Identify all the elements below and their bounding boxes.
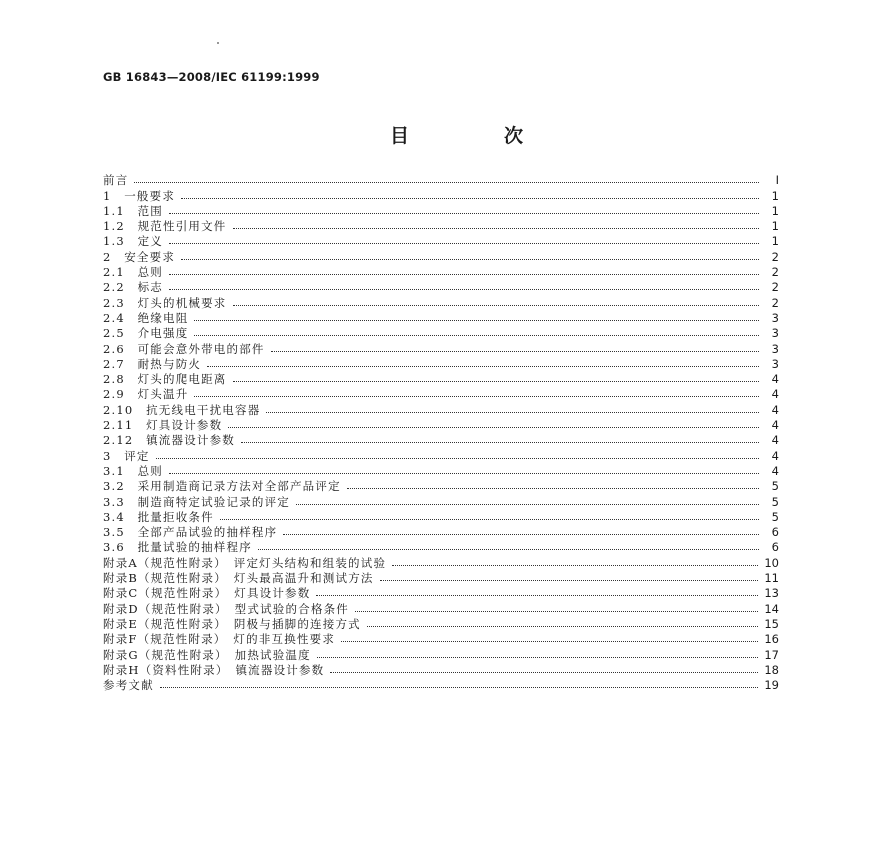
dot-leader	[194, 395, 759, 397]
toc-entry[interactable]	[103, 478, 779, 493]
toc-entry[interactable]	[103, 447, 779, 462]
toc-entry[interactable]	[103, 509, 779, 524]
toc-entry-title: 2.2 标志	[103, 280, 163, 295]
toc-entry-title: 3.1 总则	[103, 463, 163, 478]
toc-page-number: 4	[771, 433, 779, 448]
dot-leader	[241, 441, 759, 443]
toc-page-number: 3	[771, 326, 779, 341]
toc-entry-title: 2.3 灯头的机械要求	[103, 295, 227, 310]
toc-page-number: 1	[771, 188, 779, 203]
dot-leader	[367, 625, 759, 627]
toc-page-number: 4	[771, 372, 779, 387]
toc-entry-title: 2.4 绝缘电阻	[103, 310, 189, 325]
dot-leader	[341, 640, 758, 642]
toc-entry-title: 附录C（规范性附录） 灯具设计参数	[103, 586, 311, 601]
dot-leader	[330, 671, 758, 673]
toc-entry-title: 附录B（规范性附录） 灯头最高温升和测试方法	[103, 571, 374, 586]
dot-leader	[181, 258, 759, 260]
dot-leader	[380, 579, 759, 581]
toc-entry[interactable]	[103, 539, 779, 554]
toc-page-number: 6	[771, 525, 779, 540]
toc-entry[interactable]	[103, 600, 779, 615]
toc-entry[interactable]	[103, 493, 779, 508]
toc-entry[interactable]	[103, 218, 779, 233]
dot-leader	[169, 273, 759, 275]
dot-leader	[169, 472, 759, 474]
toc-entry-title: 2.6 可能会意外带电的部件	[103, 341, 265, 356]
toc-page-number: 17	[764, 647, 779, 662]
toc-entry-title: 附录G（规范性附录） 加热试验温度	[103, 647, 311, 662]
dot-leader	[156, 457, 759, 459]
toc-entry[interactable]	[103, 172, 779, 187]
toc-entry[interactable]	[103, 631, 779, 646]
dot-leader	[220, 518, 759, 520]
toc-entry[interactable]	[103, 570, 779, 585]
toc-page-number: 4	[771, 463, 779, 478]
toc-entry[interactable]	[103, 233, 779, 248]
toc-entry[interactable]	[103, 203, 779, 218]
toc-page-number: 3	[771, 356, 779, 371]
toc-entry-title: 2.7 耐热与防火	[103, 356, 202, 371]
toc-entry[interactable]	[103, 340, 779, 355]
toc-page-number: 5	[771, 509, 779, 524]
toc-entry[interactable]	[103, 371, 779, 386]
toc-page-number: 4	[771, 402, 779, 417]
toc-entry-title: 3.6 批量试验的抽样程序	[103, 540, 252, 555]
toc-entry[interactable]	[103, 187, 779, 202]
dot-leader	[169, 242, 759, 244]
toc-page-number: 13	[764, 586, 779, 601]
toc-page-number: 5	[771, 479, 779, 494]
dot-leader	[355, 610, 758, 612]
toc-page-number: 1	[771, 203, 779, 218]
toc-page-number: 4	[771, 387, 779, 402]
toc-entry-title: 附录F（规范性附录） 灯的非互换性要求	[103, 632, 336, 647]
dot-leader	[317, 656, 759, 658]
dot-leader	[258, 548, 759, 550]
dot-leader	[207, 365, 759, 367]
dot-leader	[169, 212, 759, 214]
dot-leader	[194, 334, 759, 336]
toc-entry-title: 附录H（资料性附录） 镇流器设计参数	[103, 662, 325, 677]
toc-entry-title: 2.12 镇流器设计参数	[103, 433, 236, 448]
toc-entry-title: 3.5 全部产品试验的抽样程序	[103, 525, 278, 540]
toc-page-number: 3	[771, 310, 779, 325]
toc-page-number: 16	[764, 632, 779, 647]
toc-page-number: 2	[771, 280, 779, 295]
toc-page-number: 14	[764, 601, 779, 616]
dot-leader	[392, 564, 758, 566]
toc-entry-title: 3.4 批量拒收条件	[103, 509, 214, 524]
toc-entry[interactable]	[103, 662, 779, 677]
toc-entry-title: 2.11 灯具设计参数	[103, 418, 223, 433]
table-of-contents	[103, 172, 779, 692]
toc-entry[interactable]	[103, 279, 779, 294]
dot-leader	[271, 350, 759, 352]
toc-entry-title: 附录D（规范性附录） 型式试验的合格条件	[103, 601, 349, 616]
toc-page-number: 1	[771, 219, 779, 234]
toc-entry-title: 2.1 总则	[103, 265, 163, 280]
scan-speck	[217, 42, 219, 44]
toc-entry[interactable]	[103, 432, 779, 447]
dot-leader	[296, 503, 759, 505]
dot-leader	[134, 181, 759, 183]
toc-entry[interactable]	[103, 524, 779, 539]
toc-entry-title: 前言	[103, 173, 129, 188]
toc-entry-title: 附录E（规范性附录） 阴极与插脚的连接方式	[103, 616, 361, 631]
toc-entry-title: 2.5 介电强度	[103, 326, 189, 341]
dot-leader	[283, 533, 759, 535]
standard-number: GB 16843—2008/IEC 61199:1999	[103, 70, 320, 84]
toc-page-number: 4	[771, 448, 779, 463]
toc-page-number: 6	[771, 540, 779, 555]
toc-entry-title: 3.3 制造商特定试验记录的评定	[103, 494, 290, 509]
toc-entry[interactable]	[103, 325, 779, 340]
toc-entry[interactable]	[103, 248, 779, 263]
dot-leader	[233, 380, 760, 382]
toc-entry-title: 3.2 采用制造商记录方法对全部产品评定	[103, 479, 341, 494]
toc-entry[interactable]	[103, 646, 779, 661]
toc-entry[interactable]	[103, 356, 779, 371]
toc-page-number: 2	[771, 265, 779, 280]
toc-entry-title: 1.2 规范性引用文件	[103, 219, 227, 234]
toc-entry[interactable]	[103, 310, 779, 325]
toc-page-number: 2	[771, 249, 779, 264]
toc-entry[interactable]	[103, 417, 779, 432]
toc-entry[interactable]	[103, 294, 779, 309]
toc-page-number: 2	[771, 295, 779, 310]
toc-entry-title: 2.9 灯头温升	[103, 387, 189, 402]
dot-leader	[160, 686, 759, 688]
toc-page-number: 11	[764, 571, 779, 586]
toc-entry-title: 3 评定	[103, 448, 150, 463]
toc-entry[interactable]	[103, 264, 779, 279]
toc-entry-title: 2.8 灯头的爬电距离	[103, 372, 227, 387]
toc-entry-title: 附录A（规范性附录） 评定灯头结构和组装的试验	[103, 555, 387, 570]
toc-page-number: 15	[764, 616, 779, 631]
toc-page-number: 3	[771, 341, 779, 356]
toc-page-number: 4	[771, 418, 779, 433]
toc-entry[interactable]	[103, 386, 779, 401]
toc-entry-title: 1.3 定义	[103, 234, 163, 249]
toc-title: 目 次	[390, 125, 562, 147]
toc-entry[interactable]	[103, 463, 779, 478]
toc-entry-title: 1 一般要求	[103, 188, 176, 203]
dot-leader	[194, 319, 759, 321]
toc-entry[interactable]	[103, 616, 779, 631]
dot-leader	[181, 197, 759, 199]
toc-entry-title: 参考文献	[103, 678, 154, 693]
dot-leader	[347, 487, 759, 489]
toc-entry-title: 2 安全要求	[103, 249, 176, 264]
dot-leader	[233, 227, 760, 229]
toc-page-number: Ⅰ	[775, 173, 779, 188]
toc-page-number: 1	[771, 234, 779, 249]
toc-page-number: 19	[764, 678, 779, 693]
toc-entry-title: 1.1 范围	[103, 203, 163, 218]
toc-entry[interactable]	[103, 677, 779, 692]
dot-leader	[169, 288, 759, 290]
toc-page-number: 5	[771, 494, 779, 509]
dot-leader	[316, 594, 758, 596]
toc-entry-title: 2.10 抗无线电干扰电容器	[103, 402, 261, 417]
toc-entry[interactable]	[103, 401, 779, 416]
toc-entry[interactable]	[103, 554, 779, 569]
toc-page-number: 10	[764, 555, 779, 570]
dot-leader	[228, 426, 759, 428]
dot-leader	[233, 304, 760, 306]
dot-leader	[266, 411, 759, 413]
toc-entry[interactable]	[103, 585, 779, 600]
toc-page-number: 18	[764, 662, 779, 677]
